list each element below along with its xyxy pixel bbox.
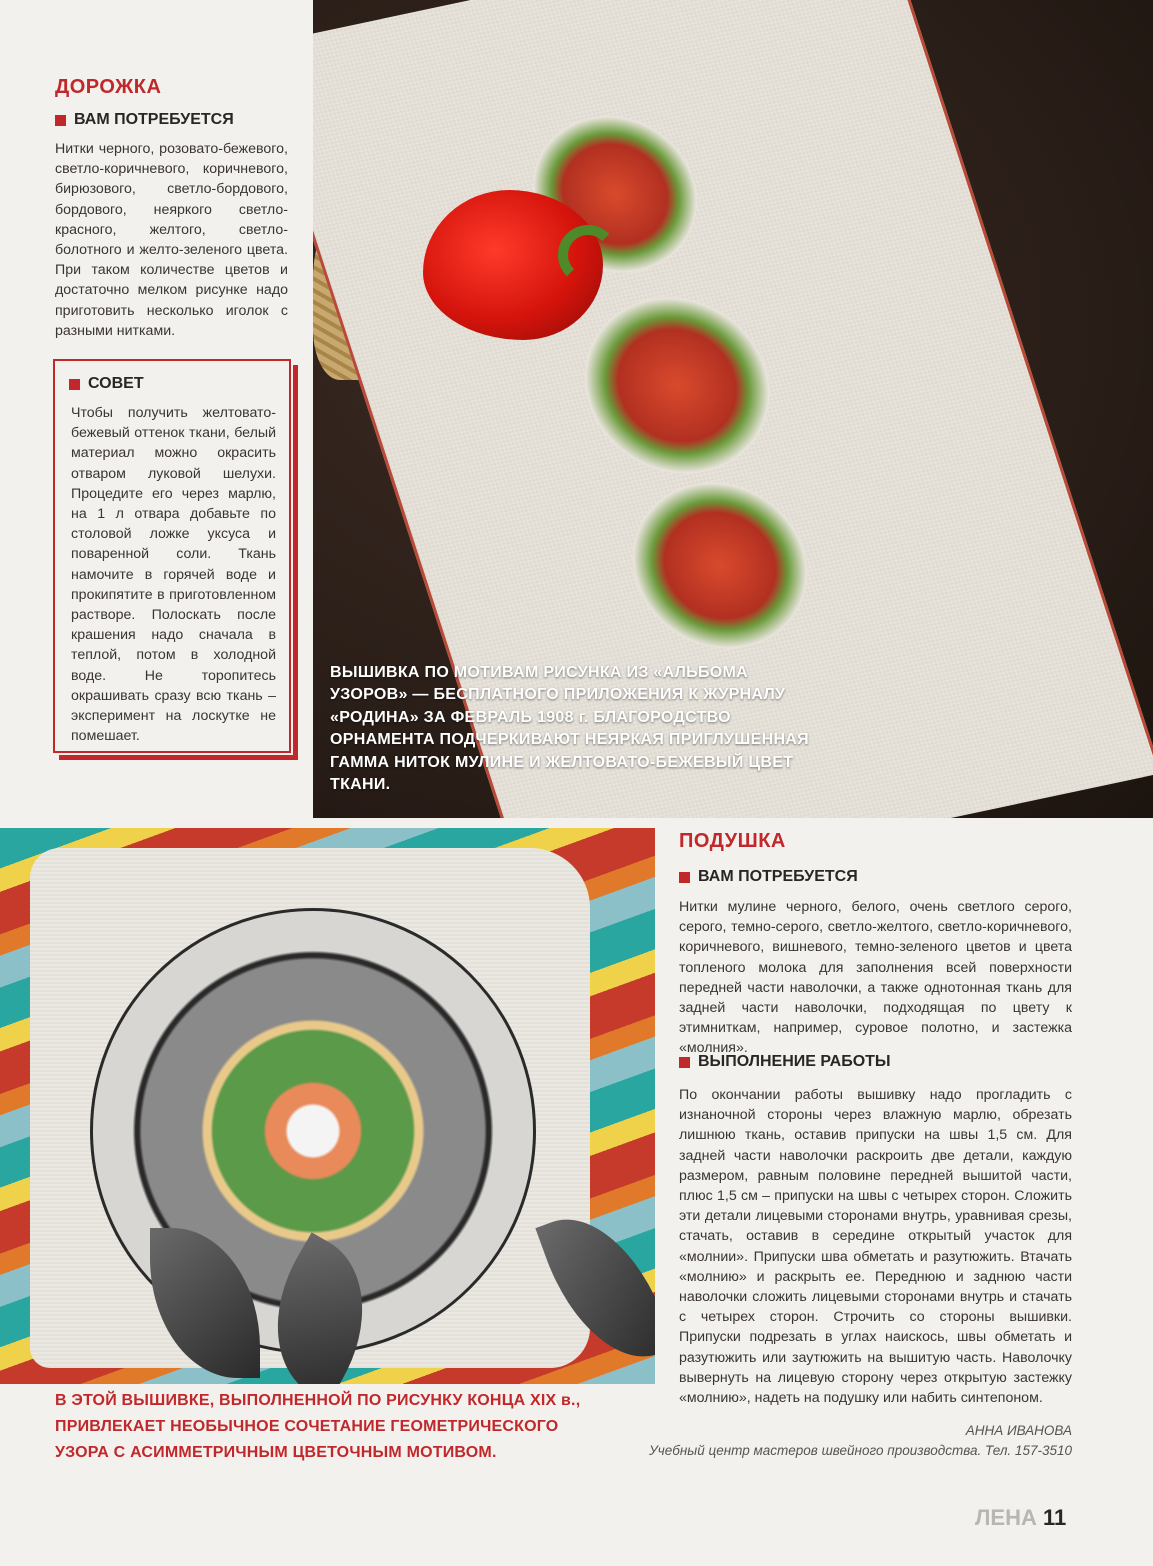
bullet-square (55, 115, 66, 126)
tip-heading (69, 375, 144, 393)
runner-motif (610, 467, 829, 665)
magazine-name: ЛЕНА (975, 1505, 1037, 1530)
bullet-square (69, 379, 80, 390)
page-footer (975, 1505, 1066, 1531)
runner-title: ДОРОЖКА (55, 76, 162, 98)
tip-heading-label: СОВЕТ (88, 375, 144, 392)
pillow-photo (0, 828, 655, 1384)
pillow-photo-caption: В ЭТОЙ ВЫШИВКЕ, ВЫПОЛНЕННОЙ ПО РИСУНКУ КОНЦА XIX в., ПРИВЛЕКАЕТ НЕОБЫЧНОЕ СОЧЕТАНИЕ ГЕОМЕТРИЧЕСКОГО УЗОРА С АСИММЕТРИЧНЫМ ЦВЕТОЧНЫМ МОТИВОМ. (55, 1392, 581, 1461)
runner-materials-heading (55, 111, 234, 129)
runner-motif (561, 281, 793, 491)
bullet-square (679, 1057, 690, 1068)
pillow-title: ПОДУШКА (679, 830, 786, 852)
tip-box (53, 359, 291, 753)
author-name: АННА ИВАНОВА (965, 1423, 1072, 1438)
tip-text: Чтобы получить желтовато-бежевый оттенок ткани, белый материал можно окрасить отваром луковой шелухи. Процедите его через марлю, на 1 л отвара добавьте по столовой ложке уксуса и поваренной соли. Ткань намочите в горячей воде и прокипятите в приготовленном растворе. Полоскать после крашения надо сначала в теплой, потом в холодной воде. Не торопитесь окрашивать сразу всю ткань – эксперимент на лоскутке не помешает. (71, 405, 276, 745)
runner-materials-heading-label: ВАМ ПОТРЕБУЕТСЯ (74, 111, 234, 128)
page-number: 11 (1043, 1505, 1067, 1530)
pepper-stem (558, 225, 618, 285)
pillow-materials-text: Нитки мулине черного, белого, очень светлого серого, серого, темно-серого, светло-желтого, светло-коричневого, коричневого, вишневого, темно-зеленого цветов и цвета топленого молока для заполнения всей поверхности передней части наволочки, а также однотонная ткань для задней части наволочки, подходящая по цвету к этимниткам, например, суровое полотно, и застежка «молния». (679, 899, 1072, 1057)
author-organization: Учебный центр мастеров швейного производства. Тел. 157-3510 (649, 1443, 1072, 1458)
bullet-square (679, 872, 690, 883)
work-heading (679, 1053, 891, 1071)
work-text: По окончании работы вышивку надо прогладить с изнаночной стороны через влажную марлю, обрезать лишнюю ткань, оставив припуски на швы 1,5 см. Для задней части наволочки раскроить две детали, каждую размером, равным половине передней вышитой части, плюс 1,5 см – припуски на швы с четырех сторон. Сложить эти детали лицевыми сторонами внутрь, уравнивая срезы, стачать, оставив в середине открытый участок для «молнии». Припуски шва обметать и разутюжить. Втачать «молнию» и раскрыть ее. Переднюю и заднюю части наволочки сложить лицевыми сторонами внутрь и стачать с четырех сторон. Строчить со стороны вышивки. Припуски подрезать в углах наискось, швы обметать и разутюжить или заутюжить на вышитую часть. Наволочку вывернуть на лицевую сторону через открытую застежку «молнию», надеть на подушку или набить синтепоном. (679, 1087, 1072, 1407)
work-heading-label: ВЫПОЛНЕНИЕ РАБОТЫ (698, 1053, 891, 1070)
pillow-materials-heading (679, 868, 858, 886)
runner-materials-text: Нитки черного, розовато-бежевого, светло-коричневого, коричневого, бирюзового, светло-бордового, бордового, неяркого светло-красного, желтого, светло-болотного и желто-зеленого цвета. При таком количестве цветов и достаточно мелком рисунке надо приготовить несколько иголок с разными нитками. (55, 141, 288, 339)
pillow-materials-heading-label: ВАМ ПОТРЕБУЕТСЯ (698, 868, 858, 885)
runner-photo-caption: ВЫШИВКА ПО МОТИВАМ РИСУНКА ИЗ «АЛЬБОМА УЗОРОВ» — БЕСПЛАТНОГО ПРИЛОЖЕНИЯ К ЖУРНАЛУ «РОДИНА» ЗА ФЕВРАЛЬ 1908 г. БЛАГОРОДСТВО ОРНАМЕНТА ПОДЧЕРКИВАЮТ НЕЯРКАЯ ПРИГЛУШЕННАЯ ГАММА НИТОК МУЛИНЕ И ЖЕЛТОВАТО-БЕЖЕВЫЙ ЦВЕТ ТКАНИ. (330, 664, 809, 794)
